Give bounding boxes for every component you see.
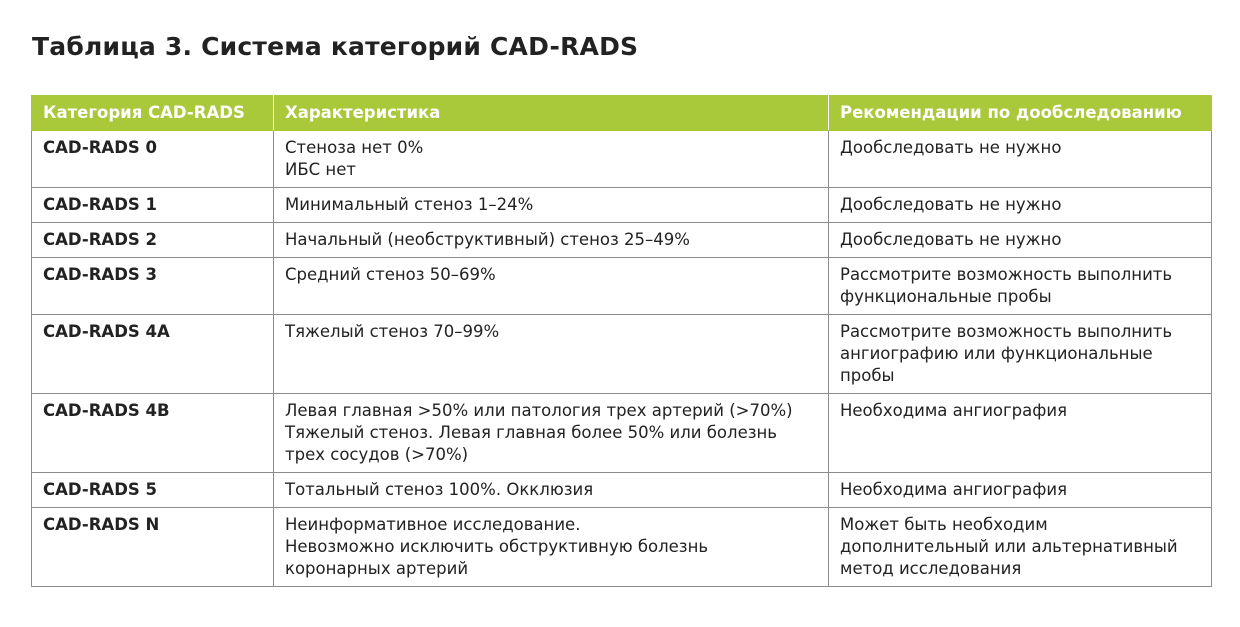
- cell-recommendation: [829, 258, 1212, 315]
- cell-recommendation: [829, 223, 1212, 258]
- cell-characteristic-line: ИБС нет: [285, 160, 356, 179]
- cell-category: CAD-RADS 4A: [32, 315, 274, 394]
- table-row: [32, 394, 1212, 473]
- cell-recommendation: [829, 473, 1212, 508]
- table-row: [32, 508, 1212, 587]
- table-row: [32, 131, 1212, 188]
- table-title: Таблица 3. Система категорий CAD-RADS: [32, 32, 639, 61]
- cell-recommendation-line: метод исследования: [840, 559, 1022, 578]
- table-row: [32, 188, 1212, 223]
- cell-characteristic-line: Начальный (необструктивный) стеноз 25–49%: [285, 230, 690, 249]
- cell-recommendation: [829, 394, 1212, 473]
- cell-characteristic-line: Невозможно исключить обструктивную болезнь: [285, 537, 709, 556]
- cell-recommendation-line: Дообследовать не нужно: [840, 195, 1062, 214]
- cell-recommendation: [829, 315, 1212, 394]
- cell-recommendation: [829, 131, 1212, 188]
- cell-characteristic-line: Минимальный стеноз 1–24%: [285, 195, 534, 214]
- cell-characteristic-line: Тяжелый стеноз. Левая главная более 50% или болезнь: [285, 423, 778, 442]
- cell-recommendation-line: Необходима ангиография: [840, 480, 1068, 499]
- table-body: [32, 131, 1212, 587]
- cell-recommendation-line: Может быть необходим: [840, 515, 1048, 534]
- header-category: Категория CAD-RADS: [32, 96, 274, 131]
- cell-recommendation: [829, 508, 1212, 587]
- cell-recommendation-line: дополнительный или альтернативный: [840, 537, 1178, 556]
- cell-category: CAD-RADS 5: [32, 473, 274, 508]
- table-row: [32, 223, 1212, 258]
- header-characteristic: Характеристика: [274, 96, 829, 131]
- cell-characteristic-line: Левая главная >50% или патология трех артерий (>70%): [285, 401, 793, 420]
- cell-characteristic-line: Тяжелый стеноз 70–99%: [285, 322, 500, 341]
- cell-characteristic: [274, 131, 829, 188]
- cell-recommendation-line: Дообследовать не нужно: [840, 230, 1062, 249]
- cell-recommendation-line: Необходима ангиография: [840, 401, 1068, 420]
- cell-recommendation-line: функциональные пробы: [840, 287, 1052, 306]
- cell-recommendation: [829, 188, 1212, 223]
- cell-characteristic: [274, 315, 829, 394]
- cell-characteristic: [274, 188, 829, 223]
- cell-category: CAD-RADS 4B: [32, 394, 274, 473]
- cell-characteristic: [274, 258, 829, 315]
- cell-category: CAD-RADS 1: [32, 188, 274, 223]
- cell-characteristic-line: Тотальный стеноз 100%. Окклюзия: [285, 480, 594, 499]
- cell-characteristic: [274, 508, 829, 587]
- header-recommendation: Рекомендации по дообследованию: [829, 96, 1212, 131]
- cell-characteristic-line: трех сосудов (>70%): [285, 445, 469, 464]
- cell-recommendation-line: Рассмотрите возможность выполнить: [840, 322, 1173, 341]
- cell-recommendation-line: Рассмотрите возможность выполнить: [840, 265, 1173, 284]
- cell-characteristic: [274, 223, 829, 258]
- cell-characteristic-line: Стеноза нет 0%: [285, 138, 424, 157]
- cell-recommendation-line: Дообследовать не нужно: [840, 138, 1062, 157]
- table-row: [32, 258, 1212, 315]
- cell-category: CAD-RADS 2: [32, 223, 274, 258]
- cell-category: CAD-RADS N: [32, 508, 274, 587]
- cell-characteristic-line: коронарных артерий: [285, 559, 469, 578]
- cell-recommendation-line: пробы: [840, 366, 895, 385]
- cell-characteristic: [274, 394, 829, 473]
- cad-rads-table: [31, 95, 1212, 587]
- cell-category: CAD-RADS 3: [32, 258, 274, 315]
- cell-category: CAD-RADS 0: [32, 131, 274, 188]
- cell-characteristic: [274, 473, 829, 508]
- table-row: [32, 473, 1212, 508]
- table-header-row: [32, 96, 1212, 131]
- cell-recommendation-line: ангиографию или функциональные: [840, 344, 1153, 363]
- cell-characteristic-line: Средний стеноз 50–69%: [285, 265, 496, 284]
- cell-characteristic-line: Неинформативное исследование.: [285, 515, 581, 534]
- table-row: [32, 315, 1212, 394]
